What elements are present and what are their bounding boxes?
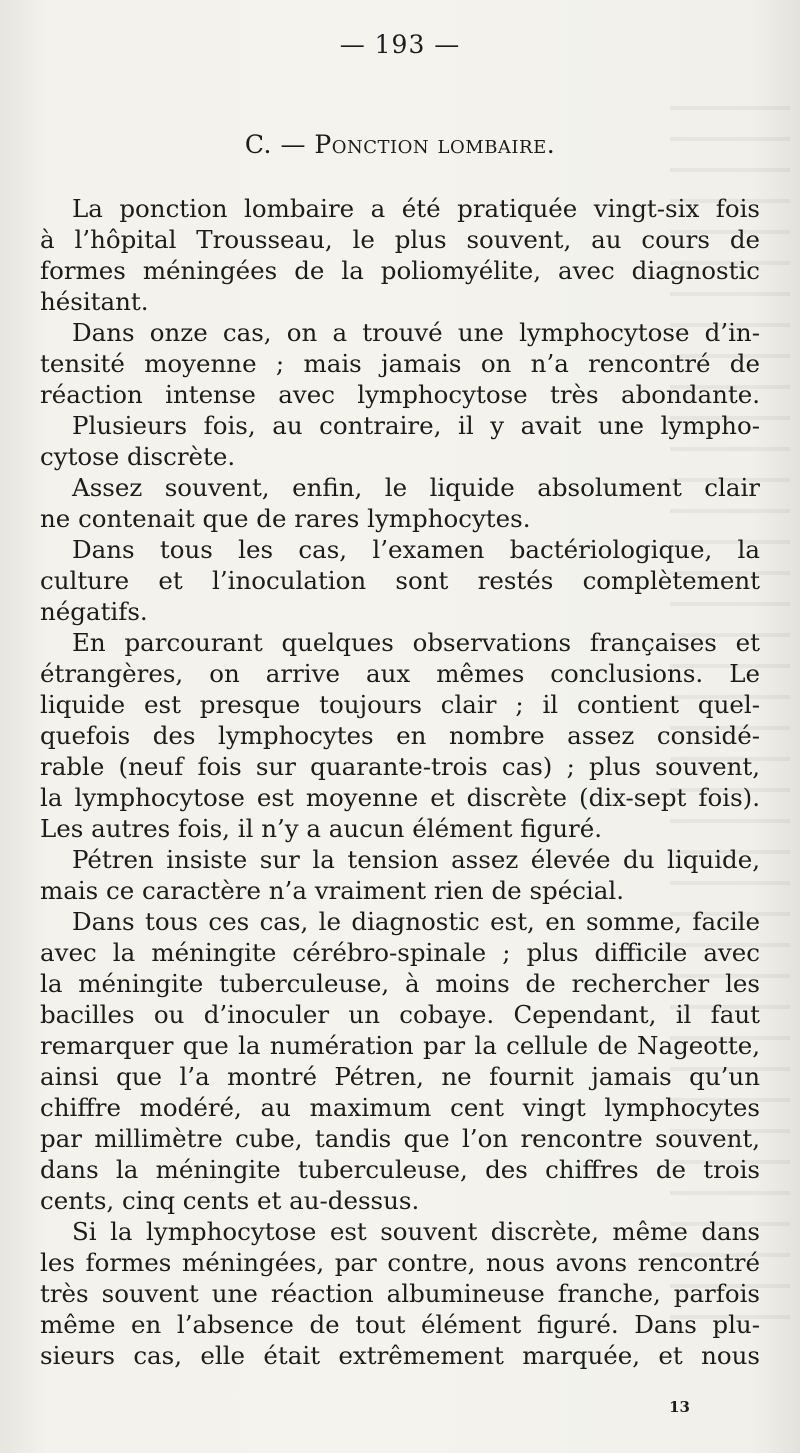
- text-line: très souvent une réaction albumineuse franche, parfois: [40, 1279, 760, 1308]
- text-line: cents, cinq cents et au-dessus.: [40, 1186, 420, 1215]
- text-line: rable (neuf fois sur quarante-trois cas) ; plus souvent,: [40, 752, 760, 781]
- text-line: cytose discrète.: [40, 442, 236, 471]
- text-line: liquide est presque toujours clair ; il contient quel-: [40, 690, 760, 719]
- text-line: Les autres fois, il n’y a aucun élément figuré.: [40, 814, 603, 843]
- text-line: même en l’absence de tout élément figuré. Dans plu-: [40, 1310, 760, 1339]
- section-heading-title: Ponction lombaire.: [314, 130, 556, 159]
- text-line: mais ce caractère n’a vraiment rien de spécial.: [40, 876, 624, 905]
- text-line: la méningite tuberculeuse, à moins de rechercher les: [40, 969, 760, 998]
- text-line: dans la méningite tuberculeuse, des chiffres de trois: [40, 1155, 760, 1184]
- text-line: quefois des lymphocytes en nombre assez considé-: [40, 721, 760, 750]
- section-heading-prefix: C. —: [244, 130, 315, 159]
- text-line: bacilles ou d’inoculer un cobaye. Cependant, il faut: [40, 1000, 760, 1029]
- text-line: Pétren insiste sur la tension assez élevée du liquide,: [72, 845, 760, 874]
- text-line: étrangères, on arrive aux mêmes conclusions. Le: [40, 659, 760, 688]
- text-line: formes méningées de la poliomyélite, avec diagnostic: [40, 256, 760, 285]
- section-heading: [0, 130, 800, 159]
- text-line: En parcourant quelques observations françaises et: [72, 628, 760, 657]
- text-line: Dans tous ces cas, le diagnostic est, en somme, facile: [72, 907, 760, 936]
- text-line: à l’hôpital Trousseau, le plus souvent, au cours de: [40, 225, 760, 254]
- text-line: par millimètre cube, tandis que l’on rencontre souvent,: [40, 1124, 760, 1153]
- text-line: négatifs.: [40, 597, 148, 626]
- body-text: [40, 193, 760, 1371]
- text-line: remarquer que la numération par la cellule de Nageotte,: [40, 1031, 760, 1060]
- text-line: réaction intense avec lymphocytose très abondante.: [40, 380, 760, 409]
- text-line: ne contenait que de rares lymphocytes.: [40, 504, 531, 533]
- text-line: culture et l’inoculation sont restés complètement: [40, 566, 760, 595]
- text-line: hésitant.: [40, 287, 149, 316]
- page-number: — 193 —: [339, 30, 461, 59]
- text-line: la lymphocytose est moyenne et discrète (dix-sept fois).: [40, 783, 760, 812]
- text-line: Dans onze cas, on a trouvé une lymphocytose d’in-: [72, 318, 760, 347]
- signature-mark: 13: [669, 1398, 690, 1416]
- text-line: Dans tous les cas, l’examen bactériologique, la: [72, 535, 760, 564]
- text-line: tensité moyenne ; mais jamais on n’a rencontré de: [40, 349, 760, 378]
- text-line: Si la lymphocytose est souvent discrète, même dans: [72, 1217, 760, 1246]
- text-line: Plusieurs fois, au contraire, il y avait une lympho-: [72, 411, 760, 440]
- text-line: chiffre modéré, au maximum cent vingt lymphocytes: [40, 1093, 760, 1122]
- text-line: La ponction lombaire a été pratiquée vingt-six fois: [72, 194, 760, 223]
- text-line: sieurs cas, elle était extrêmement marquée, et nous: [40, 1341, 760, 1370]
- text-line: avec la méningite cérébro-spinale ; plus difficile avec: [40, 938, 760, 967]
- text-line: ainsi que l’a montré Pétren, ne fournit jamais qu’un: [40, 1062, 760, 1091]
- text-line: les formes méningées, par contre, nous avons rencontré: [40, 1248, 760, 1277]
- text-line: Assez souvent, enfin, le liquide absolument clair: [72, 473, 760, 502]
